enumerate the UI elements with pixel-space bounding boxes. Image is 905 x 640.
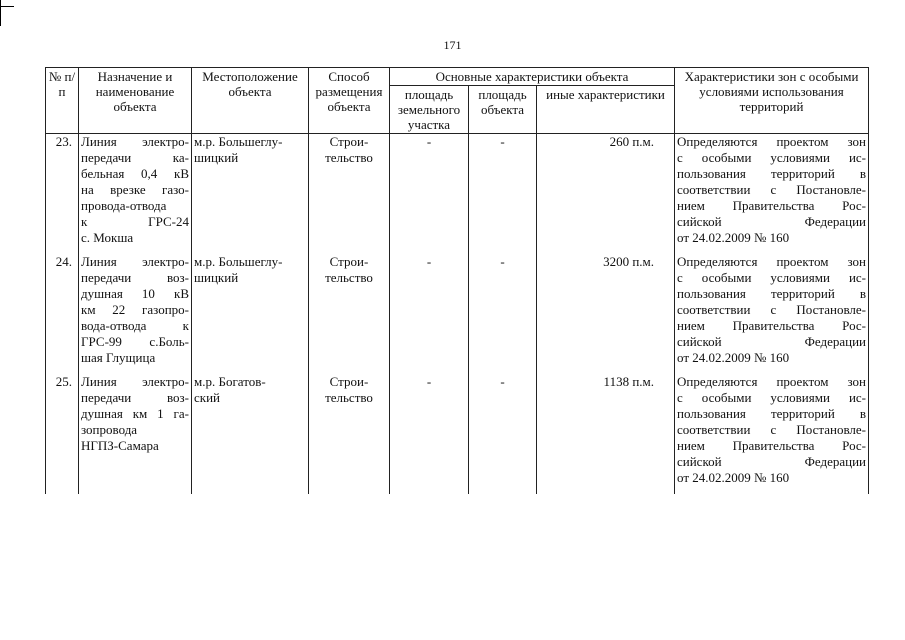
table-row	[46, 374, 869, 494]
cell-line: вода-отвода к	[81, 318, 189, 333]
table-row	[46, 134, 869, 255]
row-number: 23.	[46, 134, 79, 255]
cell-line: Строи-	[329, 254, 369, 269]
cell-line: сийской Федерации	[677, 334, 866, 349]
cell-line: пользования территорий в	[677, 406, 866, 421]
row-number: 24.	[46, 254, 79, 374]
land-area: -	[390, 374, 469, 494]
cell-line: провода-отвода	[81, 198, 167, 213]
cell-line: км 22 газопро-	[81, 302, 189, 317]
cell-line: нием Правительства Рос-	[677, 198, 866, 213]
cell-line: бельная 0,4 кВ	[81, 166, 189, 181]
cell-line: с особыми условиями ис-	[677, 150, 866, 165]
cell-line: ский	[194, 390, 220, 405]
scan-edge-mark	[0, 0, 1, 26]
cell-line: передачи воз-	[81, 390, 189, 405]
cell-line: на врезке газо-	[81, 182, 189, 197]
table-row	[46, 254, 869, 374]
cell-line: пользования территорий в	[677, 286, 866, 301]
object-name	[79, 254, 192, 374]
cell-line: сийской Федерации	[677, 214, 866, 229]
header-num: № п/п	[46, 68, 79, 134]
cell-line: Строи-	[329, 374, 369, 389]
cell-line: с особыми условиями ис-	[677, 270, 866, 285]
cell-line: соответствии с Постановле-	[677, 302, 866, 317]
cell-line: ГРС-99 с.Боль-	[81, 334, 189, 349]
object-name	[79, 374, 192, 494]
cell-line: шицкий	[194, 270, 239, 285]
cell-line: Определяются проектом зон	[677, 134, 866, 149]
cell-line: м.р. Большеглу-	[194, 254, 283, 269]
header-other: иные характеристики	[537, 86, 675, 134]
cell-line: соответствии с Постановле-	[677, 422, 866, 437]
cell-line: от 24.02.2009 № 160	[677, 230, 790, 245]
cell-line: м.р. Большеглу-	[194, 134, 283, 149]
placement-method	[309, 134, 390, 255]
cell-line: душная км 1 га-	[81, 406, 189, 421]
cell-line: тельство	[325, 270, 373, 285]
cell-line: тельство	[325, 390, 373, 405]
object-area: -	[469, 254, 537, 374]
cell-line: сийской Федерации	[677, 454, 866, 469]
other-characteristics: 1138 п.м.	[537, 374, 675, 494]
cell-line: Линия электро-	[81, 254, 189, 269]
placement-method	[309, 374, 390, 494]
header-main-characteristics: Основные характеристики объекта	[390, 68, 675, 86]
cell-line: пользования территорий в	[677, 166, 866, 181]
placement-method	[309, 254, 390, 374]
object-area: -	[469, 134, 537, 255]
zone-characteristics	[675, 254, 869, 374]
cell-line: с. Мокша	[81, 230, 134, 245]
zone-characteristics	[675, 134, 869, 255]
cell-line: нием Правительства Рос-	[677, 318, 866, 333]
other-characteristics: 3200 п.м.	[537, 254, 675, 374]
zone-characteristics	[675, 374, 869, 494]
object-area: -	[469, 374, 537, 494]
objects-table	[45, 67, 869, 494]
cell-line: от 24.02.2009 № 160	[677, 470, 790, 485]
cell-line: к ГРС-24	[81, 214, 189, 229]
page-number: 171	[443, 38, 462, 52]
object-name	[79, 134, 192, 255]
cell-line: м.р. Богатов-	[194, 374, 266, 389]
other-characteristics: 260 п.м.	[537, 134, 675, 255]
header-row	[46, 68, 869, 86]
cell-line: шая Глущица	[81, 350, 156, 365]
cell-line: Определяются проектом зон	[677, 374, 866, 389]
object-location	[192, 134, 309, 255]
header-land-area: площадь земельного участка	[390, 86, 469, 134]
header-object-area: площадь объекта	[469, 86, 537, 134]
row-number: 25.	[46, 374, 79, 494]
cell-line: Строи-	[329, 134, 369, 149]
header-method: Способ размещения объекта	[309, 68, 390, 134]
cell-line: шицкий	[194, 150, 239, 165]
scan-edge-mark	[0, 6, 14, 7]
cell-line: соответствии с Постановле-	[677, 182, 866, 197]
land-area: -	[390, 254, 469, 374]
cell-line: зопровода	[81, 422, 138, 437]
land-area: -	[390, 134, 469, 255]
header-name: Назначение и наименование объекта	[79, 68, 192, 134]
header-zones: Характеристики зон с особыми условиями использования территорий	[675, 68, 869, 134]
cell-line: Линия электро-	[81, 374, 189, 389]
object-location	[192, 374, 309, 494]
cell-line: передачи воз-	[81, 270, 189, 285]
cell-line: Линия электро-	[81, 134, 189, 149]
cell-line: Определяются проектом зон	[677, 254, 866, 269]
cell-line: от 24.02.2009 № 160	[677, 350, 790, 365]
cell-line: тельство	[325, 150, 373, 165]
cell-line: с особыми условиями ис-	[677, 390, 866, 405]
header-location: Местоположение объекта	[192, 68, 309, 134]
cell-line: душная 10 кВ	[81, 286, 189, 301]
object-location	[192, 254, 309, 374]
cell-line: НГПЗ-Самара	[81, 438, 159, 453]
cell-line: нием Правительства Рос-	[677, 438, 866, 453]
cell-line: передачи ка-	[81, 150, 189, 165]
